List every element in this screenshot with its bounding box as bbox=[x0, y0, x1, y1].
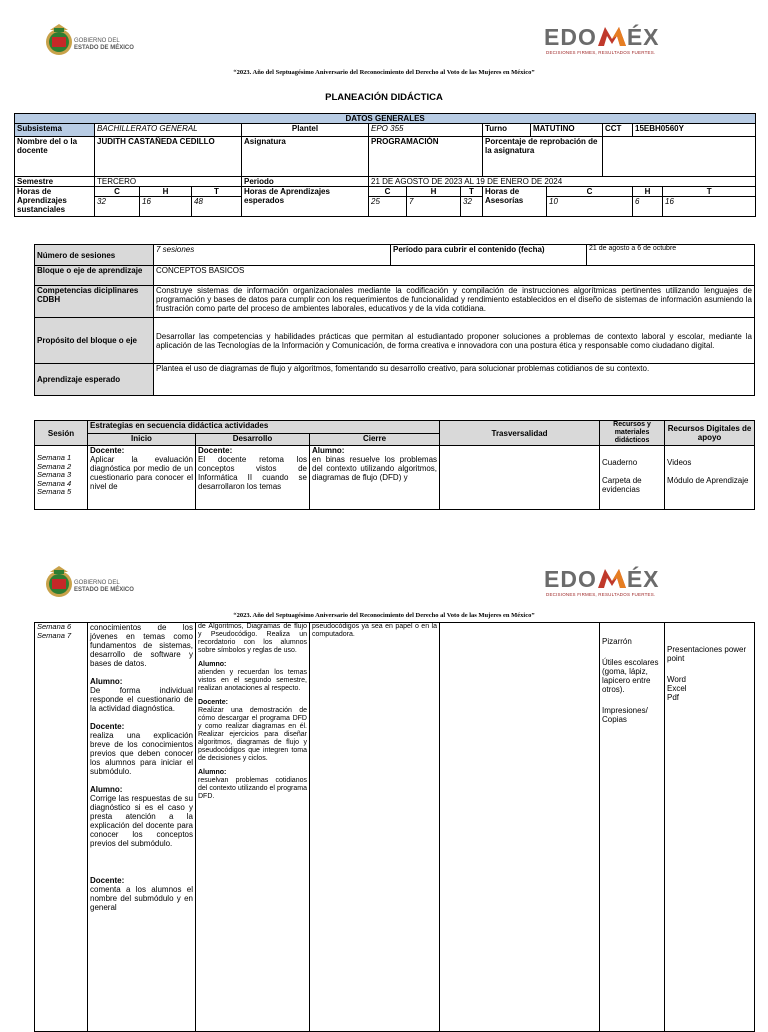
gov-line1: GOBIERNO DEL bbox=[74, 38, 120, 44]
horas-asesorias-label: Horas de Asesorías bbox=[483, 187, 547, 217]
inicio-p2c: realiza una explicación breve de los conocimientos previos que deben conocer los alumnos para iniciar el submódulo. bbox=[90, 731, 193, 776]
desarrollo-p1-head: Docente: bbox=[198, 446, 233, 455]
desarrollo-p2b: atienden y recuerdan los temas vistos en el segundo semestre, realizan anotaciones al respecto. bbox=[198, 669, 307, 692]
seal-icon bbox=[44, 22, 74, 56]
cierre-p2: pseudocódigos ya sea en papel o en la computadora. bbox=[310, 623, 440, 1032]
cierre-header: Cierre bbox=[310, 433, 440, 446]
gov-line2-p2: ESTADO DE MÉXICO bbox=[74, 587, 134, 593]
periodo-contenido-value: 21 de agosto a 6 de octubre bbox=[587, 245, 755, 266]
horas-esperados-label: Horas de Aprendizajes esperados bbox=[242, 187, 369, 217]
turno-value: MATUTINO bbox=[531, 124, 603, 137]
inicio-p2a: conocimientos de los jóvenes en temas como fundamentos de sistemas, desarrollo de software y bases de datos. bbox=[90, 623, 193, 668]
porcentaje-label: Porcentaje de reprobación de la asignatura bbox=[483, 137, 603, 177]
seal-icon bbox=[44, 564, 74, 598]
desarrollo-p2c: Realizar una demostración de cómo descargar el programa DFD y como realizar diagramas en él. Realizar ejercicios para diseñar algoritmos, diagramas de flujo y pseudocódigos que integren toma de decisiones y ciclos. bbox=[198, 707, 307, 762]
sessions-p2: Semana 6 Semana 7 bbox=[35, 623, 88, 1032]
estrategias-header: Estrategias en secuencia didáctica actividades bbox=[88, 421, 440, 434]
desarrollo-p2d-head: Alumno: bbox=[198, 769, 227, 776]
asesorias-h-value: 6 bbox=[633, 197, 663, 217]
estrategias-table-p2 bbox=[34, 622, 755, 1032]
edomex-logo bbox=[544, 24, 674, 58]
cct-value: 15EBH0560Y bbox=[633, 124, 756, 137]
motto: “2023. Año del Septuagésimo Aniversario del Reconocimiento del Derecho al Voto de las Mujeres en México” bbox=[233, 69, 535, 76]
edomex-tagline-p2: DECISIONES FIRMES, RESULTADOS FUERTES. bbox=[546, 592, 656, 597]
inicio-p2e-head: Docente: bbox=[90, 876, 125, 885]
desarrollo-p1-text: El docente retoma los conceptos vistos de Informática II cuando se desarrollaron los temas bbox=[198, 455, 307, 491]
bloque-table bbox=[34, 244, 755, 396]
digitales-p1b: Módulo de Aprendizaje bbox=[667, 476, 749, 485]
recursos-p1a: Cuaderno bbox=[602, 458, 638, 467]
esperados-h-value: 7 bbox=[407, 197, 461, 217]
edomex-m-icon bbox=[597, 25, 627, 47]
estrategias-table-p1 bbox=[34, 420, 755, 510]
gobierno-logo bbox=[44, 22, 164, 56]
digitales-p2a: Presentaciones power point bbox=[667, 645, 747, 663]
asignatura-value: PROGRAMACIÓN bbox=[369, 137, 483, 177]
aprend-h-value: 16 bbox=[140, 197, 192, 217]
aprend-h-label: H bbox=[140, 187, 192, 197]
digitales-p2b: Word bbox=[667, 675, 686, 684]
edomex-m-icon bbox=[597, 567, 627, 589]
aprendizaje-value: Plantea el uso de diagramas de flujo y algoritmos, fomentando su desarrollo creativo, para solucionar problemas cotidianos de su contexto. bbox=[154, 364, 755, 396]
desarrollo-p2d: resuelvan problemas cotidianos del contexto utilizando el programa DFD. bbox=[198, 777, 307, 800]
proposito-label: Propósito del bloque o eje bbox=[35, 318, 154, 364]
asesorias-t-value: 16 bbox=[663, 197, 756, 217]
docente-value: JUDITH CASTAÑEDA CEDILLO bbox=[95, 137, 242, 177]
digitales-p2c: Excel bbox=[667, 684, 687, 693]
asesorias-c-value: 10 bbox=[547, 197, 633, 217]
aprendizaje-label: Aprendizaje esperado bbox=[35, 364, 154, 396]
bloque-value: CONCEPTOS BASICOS bbox=[154, 266, 755, 286]
inicio-header: Inicio bbox=[88, 433, 196, 446]
horas-aprendizajes-label: Horas de Aprendizajes sustanciales bbox=[15, 187, 95, 217]
asesorias-h-label: H bbox=[633, 187, 663, 197]
edomex-logo-p2 bbox=[544, 566, 674, 600]
gobierno-text bbox=[74, 38, 134, 52]
inicio-p2b-head: Alumno: bbox=[90, 677, 123, 686]
esperados-h-label: H bbox=[407, 187, 461, 197]
datos-generales-table bbox=[14, 113, 756, 217]
inicio-p1-head: Docente: bbox=[90, 446, 125, 455]
edomex-wordmark: EDO ÉX bbox=[544, 24, 660, 50]
plantel-value: EPO 355 bbox=[369, 124, 483, 137]
gov-line2: ESTADO DE MÉXICO bbox=[74, 45, 134, 51]
cierre-p1-head: Alumno: bbox=[312, 446, 345, 455]
esperados-c-value: 25 bbox=[369, 197, 407, 217]
inicio-p1-text: Aplicar la evaluación diagnóstica por medio de un cuestionario para conocer el nivel de bbox=[90, 455, 193, 491]
recursos-p2c: Impresiones/ Copias bbox=[602, 706, 648, 724]
docente-label: Nombre del o la docente bbox=[15, 137, 95, 177]
sessions-p1: Semana 1 Semana 2 Semana 3 Semana 4 Semana 5 bbox=[35, 446, 88, 510]
semestre-value: TERCERO bbox=[95, 177, 242, 187]
aprend-t-label: T bbox=[192, 187, 242, 197]
desarrollo-p2a: de Algoritmos, Diagramas de flujo y Pseudocódigo. Realiza un recordatorio con los alumnos sobre símbolos y reglas de uso. bbox=[198, 623, 307, 654]
inicio-p2d-head: Alumno: bbox=[90, 785, 123, 794]
edomex-tagline: DECISIONES FIRMES, RESULTADOS FUERTES. bbox=[546, 50, 656, 55]
esperados-t-label: T bbox=[461, 187, 483, 197]
digitales-p2d: Pdf bbox=[667, 693, 680, 702]
transversalidad-p2 bbox=[440, 623, 600, 1032]
sesion-header: Sesión bbox=[35, 421, 88, 446]
aprend-t-value: 48 bbox=[192, 197, 242, 217]
inicio-p2e: comenta a los alumnos el nombre del submódulo y en general bbox=[90, 885, 193, 912]
periodo-contenido-label: Período para cubrir el contenido (fecha) bbox=[391, 245, 587, 266]
cct-label: CCT bbox=[603, 124, 633, 137]
gov-line1-p2: GOBIERNO DEL bbox=[74, 580, 120, 586]
proposito-value: Desarrollar las competencias y habilidades prácticas que permitan al estudiantado proponer soluciones a problemas de contexto laboral y escolar, mediante la aplicación de las Tecnologías de la Información y Comunicación, de forma creativa e innovadora con una postura ética y responsable como ciudadano digital. bbox=[154, 318, 755, 364]
inicio-p2c-head: Docente: bbox=[90, 722, 125, 731]
aprend-c-value: 32 bbox=[95, 197, 140, 217]
inicio-p2b: De forma individual responde el cuestionario de la actividad diagnóstica. bbox=[90, 686, 193, 713]
cierre-p1-text: en binas resuelve los problemas del contexto utilizando algoritmos, diagramas de flujo (DFD) y bbox=[312, 455, 438, 482]
sesiones-value: 7 sesiones bbox=[154, 245, 391, 266]
recursos-p1b: Carpeta de evidencias bbox=[602, 476, 642, 494]
gobierno-logo-p2 bbox=[44, 564, 164, 598]
asignatura-label: Asignatura bbox=[242, 137, 369, 177]
competencias-label: Competencias diciplinares CDBH bbox=[35, 286, 154, 318]
transversalidad-header: Trasversalidad bbox=[440, 421, 600, 446]
aprend-c-label: C bbox=[95, 187, 140, 197]
semestre-label: Semestre bbox=[15, 177, 95, 187]
transversalidad-p1 bbox=[440, 446, 600, 510]
edomex-wordmark-p2: EDO ÉX bbox=[544, 566, 660, 592]
competencias-value: Construye sistemas de información organizacionales mediante la codificación y compilación de instrucciones algorítmicas pertinentes utilizando lenguajes de programación y bases de datos para cumplir con los requerimientos de funcionalidad y rendimiento establecidos en el diseño de sistemas de información asumiendo la frustración como parte del proceso de ambientes laborales, educativos y de la vida cotidiana. bbox=[154, 286, 755, 318]
motto-p2: “2023. Año del Septuagésimo Aniversario del Reconocimiento del Derecho al Voto de las Mujeres en México” bbox=[233, 612, 535, 619]
desarrollo-p2c-head: Docente: bbox=[198, 699, 228, 706]
inicio-p2d: Corrige las respuestas de su diagnóstico si es el caso y presta atención a la explicación del docente para conocer los conceptos previos del submódulo. bbox=[90, 794, 193, 848]
periodo-value: 21 DE AGOSTO DE 2023 AL 19 DE ENERO DE 2024 bbox=[369, 177, 756, 187]
digitales-header: Recursos Digitales de apoyo bbox=[665, 421, 755, 446]
gobierno-text-p2 bbox=[74, 580, 134, 594]
recursos-p2a: Pizarrón bbox=[602, 637, 632, 646]
turno-label: Turno bbox=[483, 124, 531, 137]
recursos-header: Recursos y materiales didácticos bbox=[600, 421, 665, 446]
sesiones-label: Número de sesiones bbox=[35, 245, 154, 266]
esperados-c-label: C bbox=[369, 187, 407, 197]
digitales-p1a: Videos bbox=[667, 458, 692, 467]
recursos-p2b: Útiles escolares (goma, lápiz, lapicero entre otros). bbox=[602, 658, 659, 694]
subsistema-value: BACHILLERATO GENERAL bbox=[95, 124, 242, 137]
plantel-label: Plantel bbox=[242, 124, 369, 137]
desarrollo-p2b-head: Alumno: bbox=[198, 661, 227, 668]
asesorias-t-label: T bbox=[663, 187, 756, 197]
subsistema-label: Subsistema bbox=[15, 124, 95, 137]
esperados-t-value: 32 bbox=[461, 197, 483, 217]
asesorias-c-label: C bbox=[547, 187, 633, 197]
bloque-label: Bloque o eje de aprendizaje bbox=[35, 266, 154, 286]
page-2 bbox=[0, 552, 768, 1024]
periodo-label: Periodo bbox=[242, 177, 369, 187]
page-title: PLANEACIÓN DIDÁCTICA bbox=[325, 92, 443, 103]
porcentaje-value bbox=[603, 137, 756, 177]
desarrollo-header: Desarrollo bbox=[196, 433, 310, 446]
datos-generales-heading: DATOS GENERALES bbox=[15, 114, 756, 124]
